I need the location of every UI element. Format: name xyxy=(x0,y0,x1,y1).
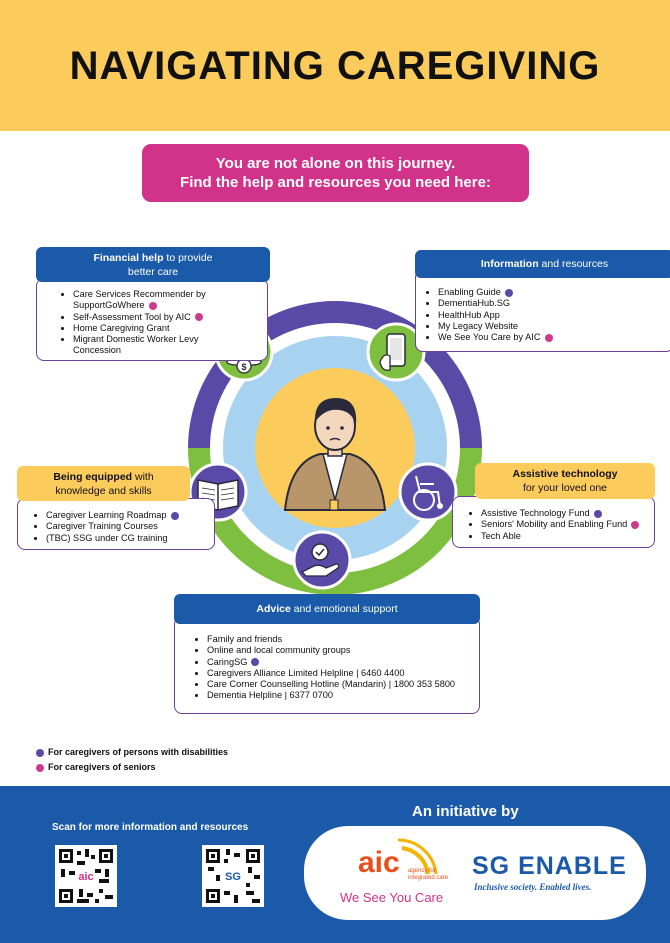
wheelchair-icon xyxy=(398,462,458,522)
disabilities-dot xyxy=(505,289,513,297)
qr-logo-sg: SG xyxy=(225,871,241,883)
list-item[interactable]: • Self-Assessment Tool by AIC xyxy=(73,312,267,323)
disabilities-dot xyxy=(594,510,602,518)
advice-list xyxy=(175,617,479,702)
financial-help-list xyxy=(37,279,267,357)
assistive-card xyxy=(452,496,655,548)
seniors-dot xyxy=(545,334,553,342)
information-header: Information and resources xyxy=(415,250,670,278)
sg-enable-tagline: Inclusive society. Enabled lives. xyxy=(474,882,592,892)
svg-text:$: $ xyxy=(241,362,247,372)
advice-header: Advice and emotional support xyxy=(174,594,480,624)
disabilities-dot xyxy=(171,512,179,520)
list-item[interactable]: • (TBC) SSG under CG training xyxy=(46,533,214,544)
page-title: NAVIGATING CAREGIVING xyxy=(69,44,601,88)
assistive-list xyxy=(453,497,654,542)
list-item[interactable]: • Caregivers Alliance Limited Helpline | 6460 4400 xyxy=(207,668,479,679)
aic-tagline: We See You Care xyxy=(340,890,444,905)
seniors-dot xyxy=(631,521,639,529)
list-item[interactable]: • Caregiver Training Courses xyxy=(46,521,214,532)
financial-help-header: Financial help to provide better care xyxy=(36,247,270,282)
intro-line-2: Find the help and resources you need here: xyxy=(180,174,491,191)
list-item[interactable]: • Assistive Technology Fund xyxy=(481,508,654,519)
aic-sub-1: agency for xyxy=(408,868,437,874)
list-item[interactable]: • We See You Care by AIC xyxy=(438,332,670,343)
list-item[interactable]: • Migrant Domestic Worker Levy Concession xyxy=(73,334,267,357)
list-item[interactable]: • DementiaHub.SG xyxy=(438,298,670,309)
list-item[interactable]: • My Legacy Website xyxy=(438,321,670,332)
qr-logo-aic: aic xyxy=(78,871,94,883)
equipped-list xyxy=(18,499,214,544)
sg-enable-logo[interactable]: SG ENABLE xyxy=(472,852,627,880)
information-list xyxy=(416,271,670,343)
list-item[interactable]: • Care Services Recommender by SupportGoWhere xyxy=(73,289,267,312)
initiative-label: An initiative by xyxy=(412,803,519,820)
aic-wordmark: aic xyxy=(358,846,400,879)
list-item[interactable]: • Dementia Helpline | 6377 0700 xyxy=(207,690,479,701)
legend-disabilities: For caregivers of persons with disabilities xyxy=(36,747,228,757)
qr-code-icon[interactable] xyxy=(202,845,264,907)
list-item[interactable]: • Enabling Guide xyxy=(438,287,670,298)
seniors-dot xyxy=(36,764,44,772)
disabilities-dot xyxy=(251,658,259,666)
disabilities-dot xyxy=(36,749,44,757)
aic-logo[interactable] xyxy=(340,834,450,912)
qr-code-icon[interactable] xyxy=(55,845,117,907)
legend-seniors: For caregivers of seniors xyxy=(36,762,156,772)
equipped-card xyxy=(17,498,215,550)
list-item[interactable]: • Seniors' Mobility and Enabling Fund xyxy=(481,519,654,530)
advice-card xyxy=(174,616,480,714)
list-item[interactable]: • Caregiver Learning Roadmap xyxy=(46,510,214,521)
caregiver-person-icon xyxy=(280,390,390,520)
financial-help-card xyxy=(36,278,268,361)
list-item[interactable]: • Tech Able xyxy=(481,531,654,542)
seniors-dot xyxy=(195,313,203,321)
list-item[interactable]: • HealthHub App xyxy=(438,310,670,321)
aic-sub-2: integrated care xyxy=(408,875,449,881)
list-item[interactable]: • CaringSG xyxy=(207,657,479,668)
assistive-header: Assistive technology for your loved one xyxy=(475,463,655,499)
list-item[interactable]: • Online and local community groups xyxy=(207,645,479,656)
list-item[interactable]: • Family and friends xyxy=(207,634,479,645)
list-item[interactable]: • Home Caregiving Grant xyxy=(73,323,267,334)
list-item[interactable]: • Care Corner Counselling Hotline (Mandarin) | 1800 353 5800 xyxy=(207,679,479,690)
intro-line-1: You are not alone on this journey. xyxy=(215,155,456,172)
equipped-header: Being equipped with knowledge and skills xyxy=(17,466,190,501)
helping-hand-icon xyxy=(292,530,352,590)
scan-text: Scan for more information and resources xyxy=(52,822,249,833)
seniors-dot xyxy=(149,302,157,310)
